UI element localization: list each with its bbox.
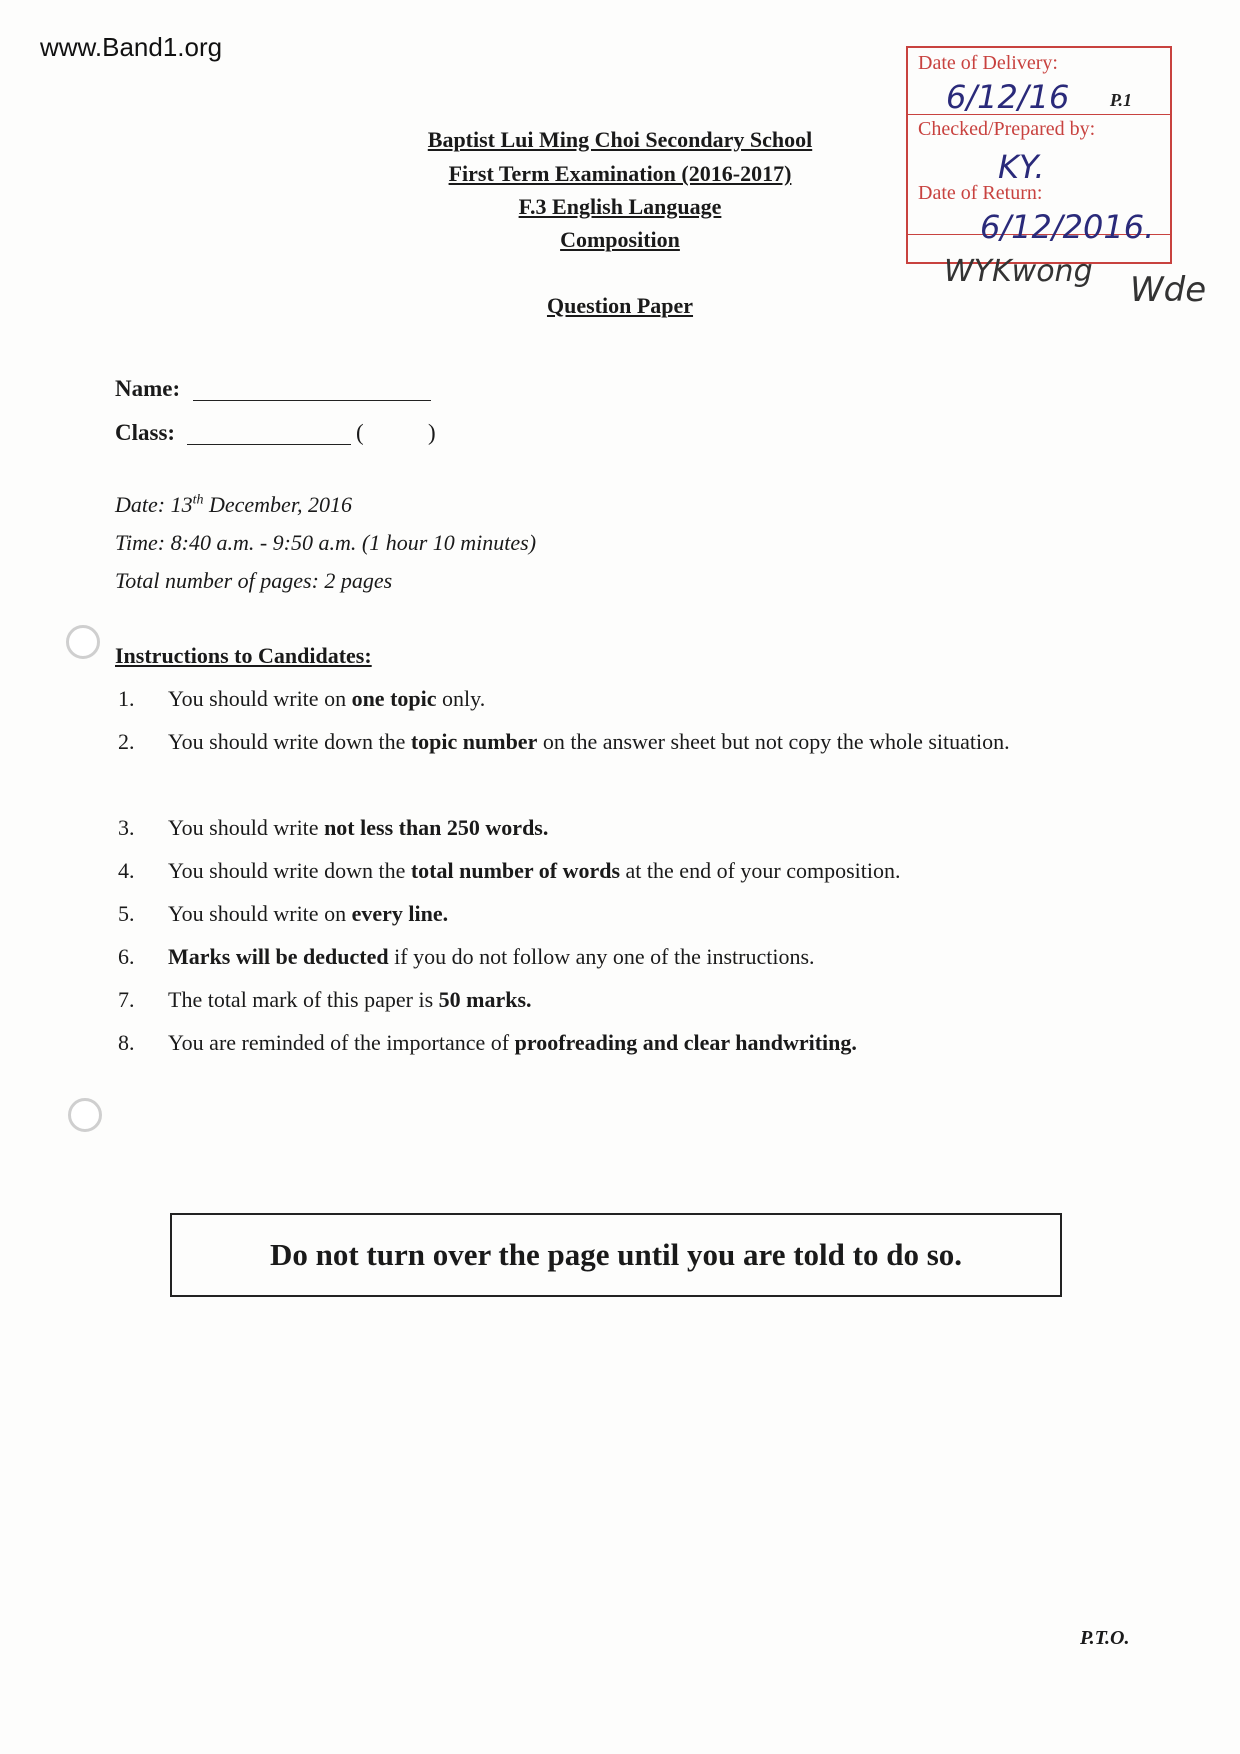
stamp-row-delivery: [908, 48, 1170, 115]
checked-handwritten: KY.: [998, 148, 1045, 186]
delivery-label: Date of Delivery:: [918, 52, 1058, 74]
instruction-emphasis: proofreading and clear handwriting.: [514, 1030, 857, 1055]
return-label: Date of Return:: [918, 182, 1043, 204]
instruction-number: 8.: [118, 1030, 135, 1055]
signature-1: WYKwong: [944, 254, 1093, 289]
class-number-close-paren: ): [428, 420, 436, 445]
page-number: P.1: [1109, 90, 1132, 110]
instruction-text: on the answer sheet but not copy the whole situation.: [537, 729, 1010, 754]
school-name: Baptist Lui Ming Choi Secondary School: [427, 127, 813, 152]
paper-title: Composition: [560, 227, 680, 252]
class-label: Class:: [115, 420, 176, 445]
total-pages: Total number of pages: 2 pages: [115, 568, 393, 593]
office-stamp: [906, 46, 1172, 264]
instruction-item: [115, 1021, 1055, 1064]
subject-title: F.3 English Language: [518, 194, 722, 219]
instruction-text: You should write on: [168, 686, 352, 711]
instruction-number: 6.: [118, 944, 135, 969]
instruction-item: [115, 849, 1055, 892]
instruction-number: 7.: [118, 987, 135, 1012]
document-type: Question Paper: [546, 293, 694, 318]
instruction-item: [115, 677, 1055, 720]
instruction-item: [115, 978, 1055, 1021]
name-field[interactable]: [193, 400, 431, 401]
instruction-text: if you do not follow any one of the instructions.: [388, 944, 815, 969]
instructions-title: Instructions to Candidates:: [115, 643, 372, 668]
exam-time: Time: 8:40 a.m. - 9:50 a.m. (1 hour 10 minutes): [115, 530, 537, 555]
instruction-item: [115, 892, 1055, 935]
date-superscript: th: [192, 492, 204, 508]
instruction-text: only.: [436, 686, 486, 711]
stamp-row-return: [908, 178, 1170, 250]
instruction-number: 5.: [118, 901, 135, 926]
instruction-number: 1.: [118, 686, 135, 711]
exam-date: [115, 492, 352, 518]
instruction-text: The total mark of this paper is: [168, 987, 439, 1012]
instruction-emphasis: 50 marks.: [438, 987, 532, 1012]
return-handwritten: 6/12/2016.: [980, 208, 1155, 246]
signature-2: Wde: [1130, 270, 1207, 310]
instruction-number: 4.: [118, 858, 135, 883]
class-field[interactable]: [187, 444, 351, 445]
instruction-number: 3.: [118, 815, 135, 840]
instruction-emphasis: not less than 250 words.: [324, 815, 549, 840]
date-suffix: December, 2016: [203, 492, 352, 517]
please-turn-over: P.T.O.: [1080, 1627, 1130, 1649]
do-not-turn-notice: Do not turn over the page until you are told to do so.: [170, 1213, 1062, 1297]
name-label: Name:: [115, 376, 181, 401]
punch-hole-bottom: [68, 1098, 102, 1132]
instruction-emphasis: one topic: [351, 686, 437, 711]
instruction-emphasis: topic number: [410, 729, 538, 754]
instruction-text: You should write down the: [168, 729, 411, 754]
instruction-text: You should write: [168, 815, 325, 840]
delivery-handwritten: 6/12/16: [946, 78, 1070, 116]
instruction-text: at the end of your composition.: [620, 858, 901, 883]
checked-label: Checked/Prepared by:: [918, 118, 1096, 140]
instruction-item: [115, 935, 1055, 978]
instruction-emphasis: every line.: [351, 901, 449, 926]
instruction-item: [115, 720, 1055, 806]
date-prefix: Date: 13: [115, 492, 193, 517]
instruction-emphasis: total number of words: [410, 858, 621, 883]
punch-hole-top: [66, 625, 100, 659]
instruction-text: You are reminded of the importance of: [168, 1030, 515, 1055]
class-number-open-paren: (: [356, 420, 364, 445]
exam-title: First Term Examination (2016-2017): [448, 161, 792, 186]
instruction-text: You should write down the: [168, 858, 411, 883]
instruction-item: [115, 806, 1055, 849]
instruction-text: You should write on: [168, 901, 352, 926]
watermark-text: www.Band1.org: [40, 32, 223, 62]
instruction-number: 2.: [118, 729, 135, 754]
instruction-emphasis: Marks will be deducted: [168, 944, 389, 969]
